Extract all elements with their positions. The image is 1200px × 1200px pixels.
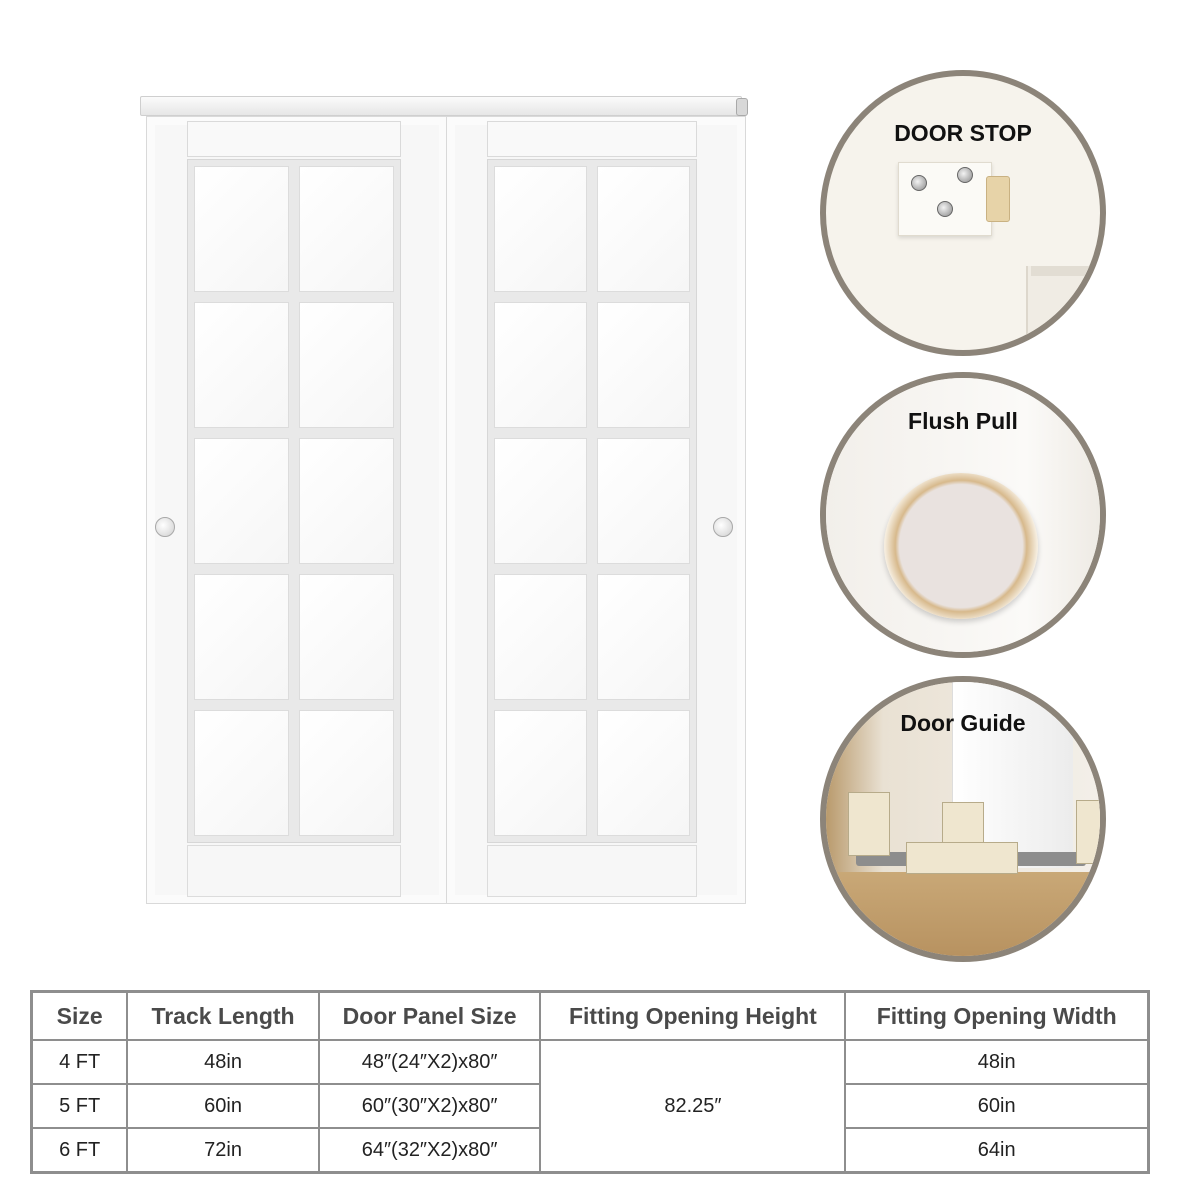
glass-pane bbox=[494, 302, 587, 428]
door-stop-detail bbox=[820, 70, 1106, 356]
flush-pull-title: Flush Pull bbox=[908, 408, 1018, 434]
flush-pull-detail bbox=[820, 372, 1106, 658]
guide-center-base bbox=[906, 842, 1018, 874]
table-row bbox=[32, 1040, 1149, 1084]
wall-edge bbox=[1031, 266, 1106, 276]
glass-pane bbox=[597, 438, 690, 564]
screw-icon bbox=[911, 175, 927, 191]
cell-door-panel-size: 64″(32″X2)x80″ bbox=[319, 1128, 541, 1173]
cell-door-panel-size: 60″(30″X2)x80″ bbox=[319, 1084, 541, 1128]
glass-pane bbox=[597, 710, 690, 836]
glass-pane bbox=[597, 302, 690, 428]
top-rail-right bbox=[487, 121, 697, 157]
door-stop-title: DOOR STOP bbox=[894, 120, 1032, 146]
glass-pane bbox=[299, 166, 394, 292]
cell-track-length: 60in bbox=[127, 1084, 318, 1128]
glass-pane bbox=[299, 574, 394, 700]
header-track-length: Track Length bbox=[127, 992, 318, 1041]
track-end-cap bbox=[736, 98, 748, 116]
wall-corner bbox=[1026, 266, 1106, 356]
bypass-door-illustration bbox=[138, 90, 758, 910]
door-stop-plate bbox=[898, 162, 992, 236]
screw-icon bbox=[957, 167, 973, 183]
glass-pane bbox=[494, 574, 587, 700]
glass-pane bbox=[194, 438, 289, 564]
header-door-panel-size: Door Panel Size bbox=[319, 992, 541, 1041]
screw-icon bbox=[937, 201, 953, 217]
guide-bracket-right bbox=[1076, 800, 1106, 864]
header-fitting-opening-height: Fitting Opening Height bbox=[540, 992, 845, 1041]
top-rail-left bbox=[187, 121, 401, 157]
header-size: Size bbox=[32, 992, 128, 1041]
cell-door-panel-size: 48″(24″X2)x80″ bbox=[319, 1040, 541, 1084]
top-track bbox=[140, 96, 742, 116]
cell-fitting-opening-width: 60in bbox=[845, 1084, 1148, 1128]
door-panel-left bbox=[146, 116, 448, 904]
cell-fitting-opening-width: 64in bbox=[845, 1128, 1148, 1173]
glass-pane bbox=[299, 438, 394, 564]
glass-pane bbox=[299, 302, 394, 428]
header-fitting-opening-width: Fitting Opening Width bbox=[845, 992, 1148, 1041]
wood-floor bbox=[826, 872, 1106, 962]
cell-size: 6 FT bbox=[32, 1128, 128, 1173]
guide-bracket-left bbox=[848, 792, 890, 856]
table-header-row bbox=[32, 992, 1149, 1041]
door-panel-right bbox=[446, 116, 746, 904]
cell-track-length: 72in bbox=[127, 1128, 318, 1173]
flush-pull-knob-right bbox=[713, 517, 733, 537]
cell-size: 4 FT bbox=[32, 1040, 128, 1084]
glass-pane bbox=[194, 710, 289, 836]
bottom-rail-right bbox=[487, 845, 697, 897]
glass-pane bbox=[194, 166, 289, 292]
size-spec-table bbox=[30, 990, 1150, 1174]
cell-size: 5 FT bbox=[32, 1084, 128, 1128]
door-stop-bumper bbox=[986, 176, 1010, 222]
glass-pane bbox=[597, 166, 690, 292]
door-guide-detail bbox=[820, 676, 1106, 962]
door-guide-title: Door Guide bbox=[900, 710, 1026, 736]
glass-grid-left bbox=[187, 159, 401, 843]
glass-pane bbox=[597, 574, 690, 700]
bottom-rail-left bbox=[187, 845, 401, 897]
glass-grid-right bbox=[487, 159, 697, 843]
cell-fitting-opening-height: 82.25″ bbox=[540, 1040, 845, 1173]
flush-pull-ring bbox=[884, 473, 1038, 619]
cell-fitting-opening-width: 48in bbox=[845, 1040, 1148, 1084]
glass-pane bbox=[494, 710, 587, 836]
cell-track-length: 48in bbox=[127, 1040, 318, 1084]
glass-pane bbox=[299, 710, 394, 836]
flush-pull-knob-left bbox=[155, 517, 175, 537]
glass-pane bbox=[494, 166, 587, 292]
glass-pane bbox=[194, 574, 289, 700]
glass-pane bbox=[494, 438, 587, 564]
glass-pane bbox=[194, 302, 289, 428]
